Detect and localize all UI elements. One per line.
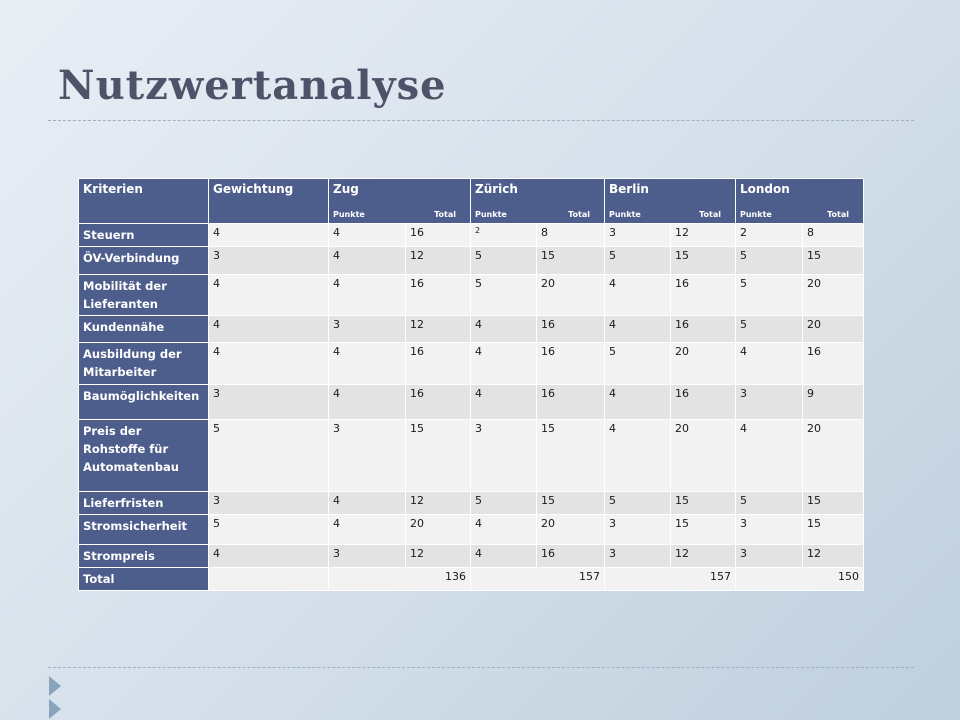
punkte-cell: 3 xyxy=(736,385,803,420)
punkte-cell: 3 xyxy=(605,224,671,247)
total-cell: 8 xyxy=(537,224,605,247)
punkte-cell: 5 xyxy=(736,275,803,316)
punkte-cell: 5 xyxy=(736,492,803,515)
total-cell: 12 xyxy=(671,224,736,247)
punkte-cell: 5 xyxy=(605,343,671,385)
weight-cell: 3 xyxy=(209,385,329,420)
total-cell: 20 xyxy=(803,316,864,343)
punkte-cell: 3 xyxy=(329,545,406,568)
total-cell: 15 xyxy=(537,247,605,275)
punkte-cell: 4 xyxy=(329,275,406,316)
total-cell: 12 xyxy=(671,545,736,568)
total-cell: 20 xyxy=(803,420,864,492)
punkte-cell: 4 xyxy=(329,247,406,275)
table-row xyxy=(79,492,864,515)
criterion-cell: ÖV-Verbindung xyxy=(79,247,209,275)
total-cell: 20 xyxy=(406,515,471,545)
punkte-cell: 4 xyxy=(329,492,406,515)
total-cell: 8 xyxy=(803,224,864,247)
weight-cell: 4 xyxy=(209,343,329,385)
total-cell: 16 xyxy=(406,224,471,247)
total-weight-empty xyxy=(209,568,329,591)
punkte-cell: 4 xyxy=(329,343,406,385)
punkte-cell: 4 xyxy=(471,343,537,385)
total-value-cell: 136 xyxy=(329,568,471,591)
punkte-cell: 5 xyxy=(471,247,537,275)
table-row xyxy=(79,545,864,568)
table-row xyxy=(79,275,864,316)
weight-cell: 4 xyxy=(209,545,329,568)
criterion-cell: Kundennähe xyxy=(79,316,209,343)
punkte-cell: 2 xyxy=(736,224,803,247)
total-cell: 16 xyxy=(671,385,736,420)
punkte-cell: 5 xyxy=(471,492,537,515)
header-location: London Punkte Total xyxy=(736,179,864,224)
punkte-cell: 5 xyxy=(605,247,671,275)
total-cell: 16 xyxy=(803,343,864,385)
criterion-cell: Strompreis xyxy=(79,545,209,568)
table-row xyxy=(79,224,864,247)
total-cell: 15 xyxy=(537,420,605,492)
nutzwert-table xyxy=(78,178,864,591)
table-row xyxy=(79,515,864,545)
total-cell: 12 xyxy=(406,492,471,515)
total-cell: 12 xyxy=(406,247,471,275)
total-cell: 16 xyxy=(537,545,605,568)
subheader-punkte: Punkte xyxy=(475,210,507,219)
punkte-cell: 4 xyxy=(736,420,803,492)
total-cell: 15 xyxy=(671,515,736,545)
header-location: Zürich Punkte Total xyxy=(471,179,605,224)
punkte-cell: 4 xyxy=(471,385,537,420)
total-cell: 15 xyxy=(537,492,605,515)
total-cell: 20 xyxy=(803,275,864,316)
punkte-cell: 3 xyxy=(605,515,671,545)
punkte-cell: 4 xyxy=(605,316,671,343)
punkte-cell: 5 xyxy=(736,316,803,343)
weight-cell: 5 xyxy=(209,515,329,545)
total-cell: 16 xyxy=(537,385,605,420)
total-cell: 15 xyxy=(406,420,471,492)
subheader-punkte: Punkte xyxy=(740,210,772,219)
criterion-cell: Preis der Rohstoffe für Automatenbau xyxy=(79,420,209,492)
total-value-cell: 157 xyxy=(471,568,605,591)
punkte-cell: 4 xyxy=(329,515,406,545)
subheader-total: Total xyxy=(568,210,590,219)
punkte-cell: 4 xyxy=(329,224,406,247)
punkte-cell: 3 xyxy=(736,515,803,545)
header-kriterien: Kriterien xyxy=(79,179,209,224)
weight-cell: 4 xyxy=(209,275,329,316)
triangle-bullet-icon xyxy=(49,676,61,696)
total-cell: 16 xyxy=(406,343,471,385)
weight-cell: 4 xyxy=(209,224,329,247)
subheader-total: Total xyxy=(699,210,721,219)
punkte-cell: 4 xyxy=(471,545,537,568)
total-value-cell: 150 xyxy=(736,568,864,591)
total-cell: 20 xyxy=(537,515,605,545)
total-cell: 15 xyxy=(803,515,864,545)
punkte-cell: 4 xyxy=(329,385,406,420)
total-value-cell: 157 xyxy=(605,568,736,591)
punkte-cell: 4 xyxy=(605,420,671,492)
criterion-cell: Lieferfristen xyxy=(79,492,209,515)
subheader-punkte: Punkte xyxy=(333,210,365,219)
table-row xyxy=(79,316,864,343)
punkte-cell: 4 xyxy=(736,343,803,385)
total-cell: 20 xyxy=(671,420,736,492)
punkte-cell: 5 xyxy=(605,492,671,515)
total-cell: 16 xyxy=(537,343,605,385)
punkte-cell: 2 xyxy=(471,224,537,247)
header-location: Zug Punkte Total xyxy=(329,179,471,224)
total-row xyxy=(79,568,864,591)
total-cell: 15 xyxy=(671,247,736,275)
criterion-cell: Ausbildung der Mitarbeiter xyxy=(79,343,209,385)
criterion-cell: Baumöglichkeiten xyxy=(79,385,209,420)
weight-cell: 3 xyxy=(209,247,329,275)
subheader-total: Total xyxy=(827,210,849,219)
total-cell: 16 xyxy=(406,385,471,420)
weight-cell: 4 xyxy=(209,316,329,343)
header-row xyxy=(79,179,864,224)
total-cell: 12 xyxy=(406,316,471,343)
punkte-cell: 3 xyxy=(736,545,803,568)
total-cell: 16 xyxy=(671,316,736,343)
subheader-punkte: Punkte xyxy=(609,210,641,219)
table-row xyxy=(79,385,864,420)
total-cell: 15 xyxy=(803,492,864,515)
total-cell: 12 xyxy=(406,545,471,568)
total-cell: 15 xyxy=(671,492,736,515)
total-cell: 9 xyxy=(803,385,864,420)
weight-cell: 3 xyxy=(209,492,329,515)
bottom-divider xyxy=(48,667,914,668)
punkte-cell: 4 xyxy=(605,385,671,420)
triangle-bullet-icon xyxy=(49,699,61,719)
header-location: Berlin Punkte Total xyxy=(605,179,736,224)
criterion-cell: Steuern xyxy=(79,224,209,247)
total-cell: 16 xyxy=(671,275,736,316)
punkte-cell: 5 xyxy=(736,247,803,275)
punkte-cell: 4 xyxy=(471,515,537,545)
punkte-cell: 3 xyxy=(329,316,406,343)
weight-cell: 5 xyxy=(209,420,329,492)
total-cell: 12 xyxy=(803,545,864,568)
page-title: Nutzwertanalyse xyxy=(58,62,447,109)
header-gewichtung: Gewichtung xyxy=(209,179,329,224)
punkte-cell: 4 xyxy=(471,316,537,343)
total-cell: 20 xyxy=(671,343,736,385)
total-cell: 16 xyxy=(537,316,605,343)
punkte-cell: 3 xyxy=(329,420,406,492)
punkte-cell: 5 xyxy=(471,275,537,316)
total-cell: 20 xyxy=(537,275,605,316)
punkte-cell: 3 xyxy=(605,545,671,568)
subheader-total: Total xyxy=(434,210,456,219)
criterion-cell: Mobilität der Lieferanten xyxy=(79,275,209,316)
top-divider xyxy=(48,120,914,121)
total-cell: 15 xyxy=(803,247,864,275)
total-label: Total xyxy=(79,568,209,591)
table-row xyxy=(79,343,864,385)
punkte-cell: 4 xyxy=(605,275,671,316)
punkte-cell: 3 xyxy=(471,420,537,492)
table-row xyxy=(79,247,864,275)
table-row xyxy=(79,420,864,492)
criterion-cell: Stromsicherheit xyxy=(79,515,209,545)
total-cell: 16 xyxy=(406,275,471,316)
